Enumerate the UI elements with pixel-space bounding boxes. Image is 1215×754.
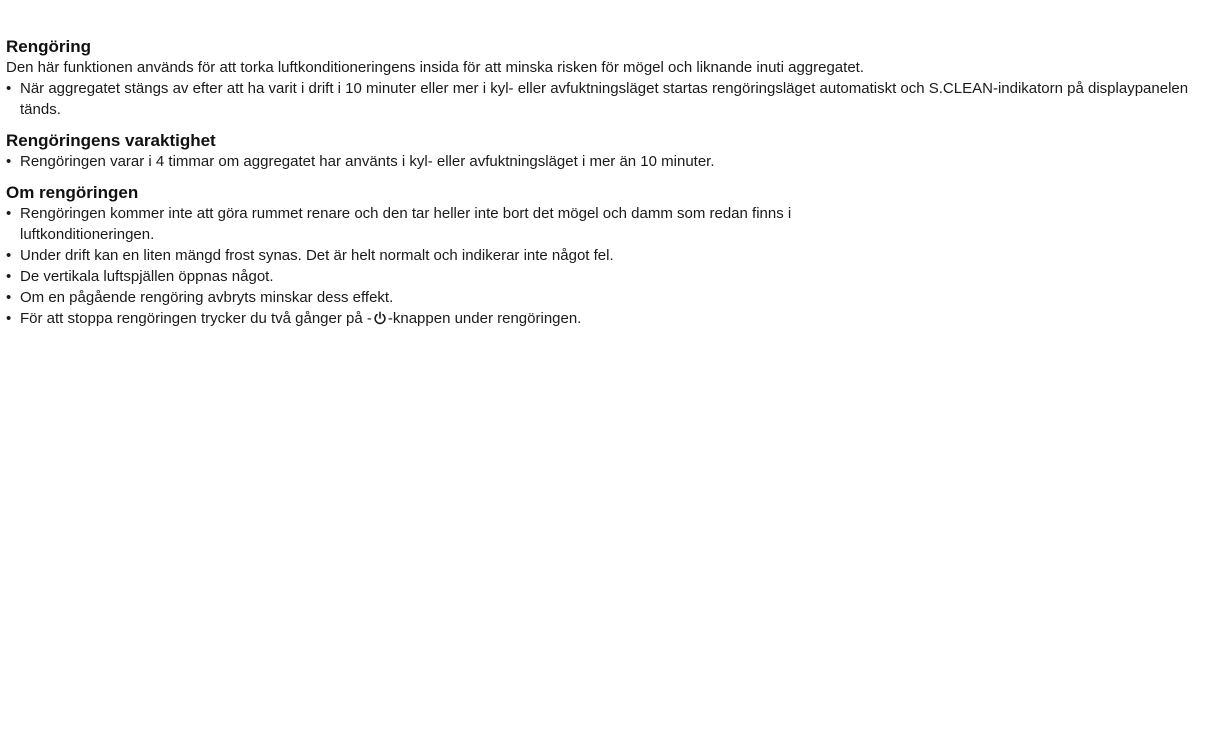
- list-item: • När aggregatet stängs av efter att ha varit i drift i 10 minuter eller mer i kyl- eller avfuktningsläget startas rengöringsläget automatiskt och S.CLEAN-indikatorn på displaypanelen tänds.: [6, 78, 1211, 120]
- bullet-list: [6, 203, 1211, 329]
- bullet-list: [6, 151, 1211, 172]
- section-intro: Den här funktionen används för att torka luftkonditioneringens insida för att minska risken för mögel och liknande inuti aggregatet.: [6, 59, 864, 76]
- list-item: [6, 308, 1211, 329]
- section-rengoring: [6, 36, 1211, 120]
- document-page: [6, 36, 1211, 339]
- list-item: • Rengöringen kommer inte att göra rummet renare och den tar heller inte bort det mögel och damm som redan finns i luftkonditioneringen.: [6, 203, 900, 245]
- instruction-text-before: För att stoppa rengöringen trycker du två gånger på -: [20, 310, 372, 327]
- section-heading: Rengöringens varaktighet: [6, 131, 216, 150]
- section-om-rengoringen: [6, 182, 1211, 329]
- list-item: • Om en pågående rengöring avbryts minskar dess effekt.: [6, 287, 1211, 308]
- section-varaktighet: [6, 130, 1211, 172]
- instruction-text-after: -knappen under rengöringen.: [387, 310, 582, 327]
- list-item: • De vertikala luftspjällen öppnas något.: [6, 266, 1211, 287]
- section-heading: Rengöring: [6, 37, 91, 56]
- list-item: • Under drift kan en liten mängd frost synas. Det är helt normalt och indikerar inte något fel.: [6, 245, 1211, 266]
- section-heading: Om rengöringen: [6, 183, 139, 202]
- power-icon: [373, 311, 387, 325]
- bullet-list: [6, 78, 1211, 120]
- list-item: • Rengöringen varar i 4 timmar om aggregatet har använts i kyl- eller avfuktningsläget i mer än 10 minuter.: [6, 151, 1211, 172]
